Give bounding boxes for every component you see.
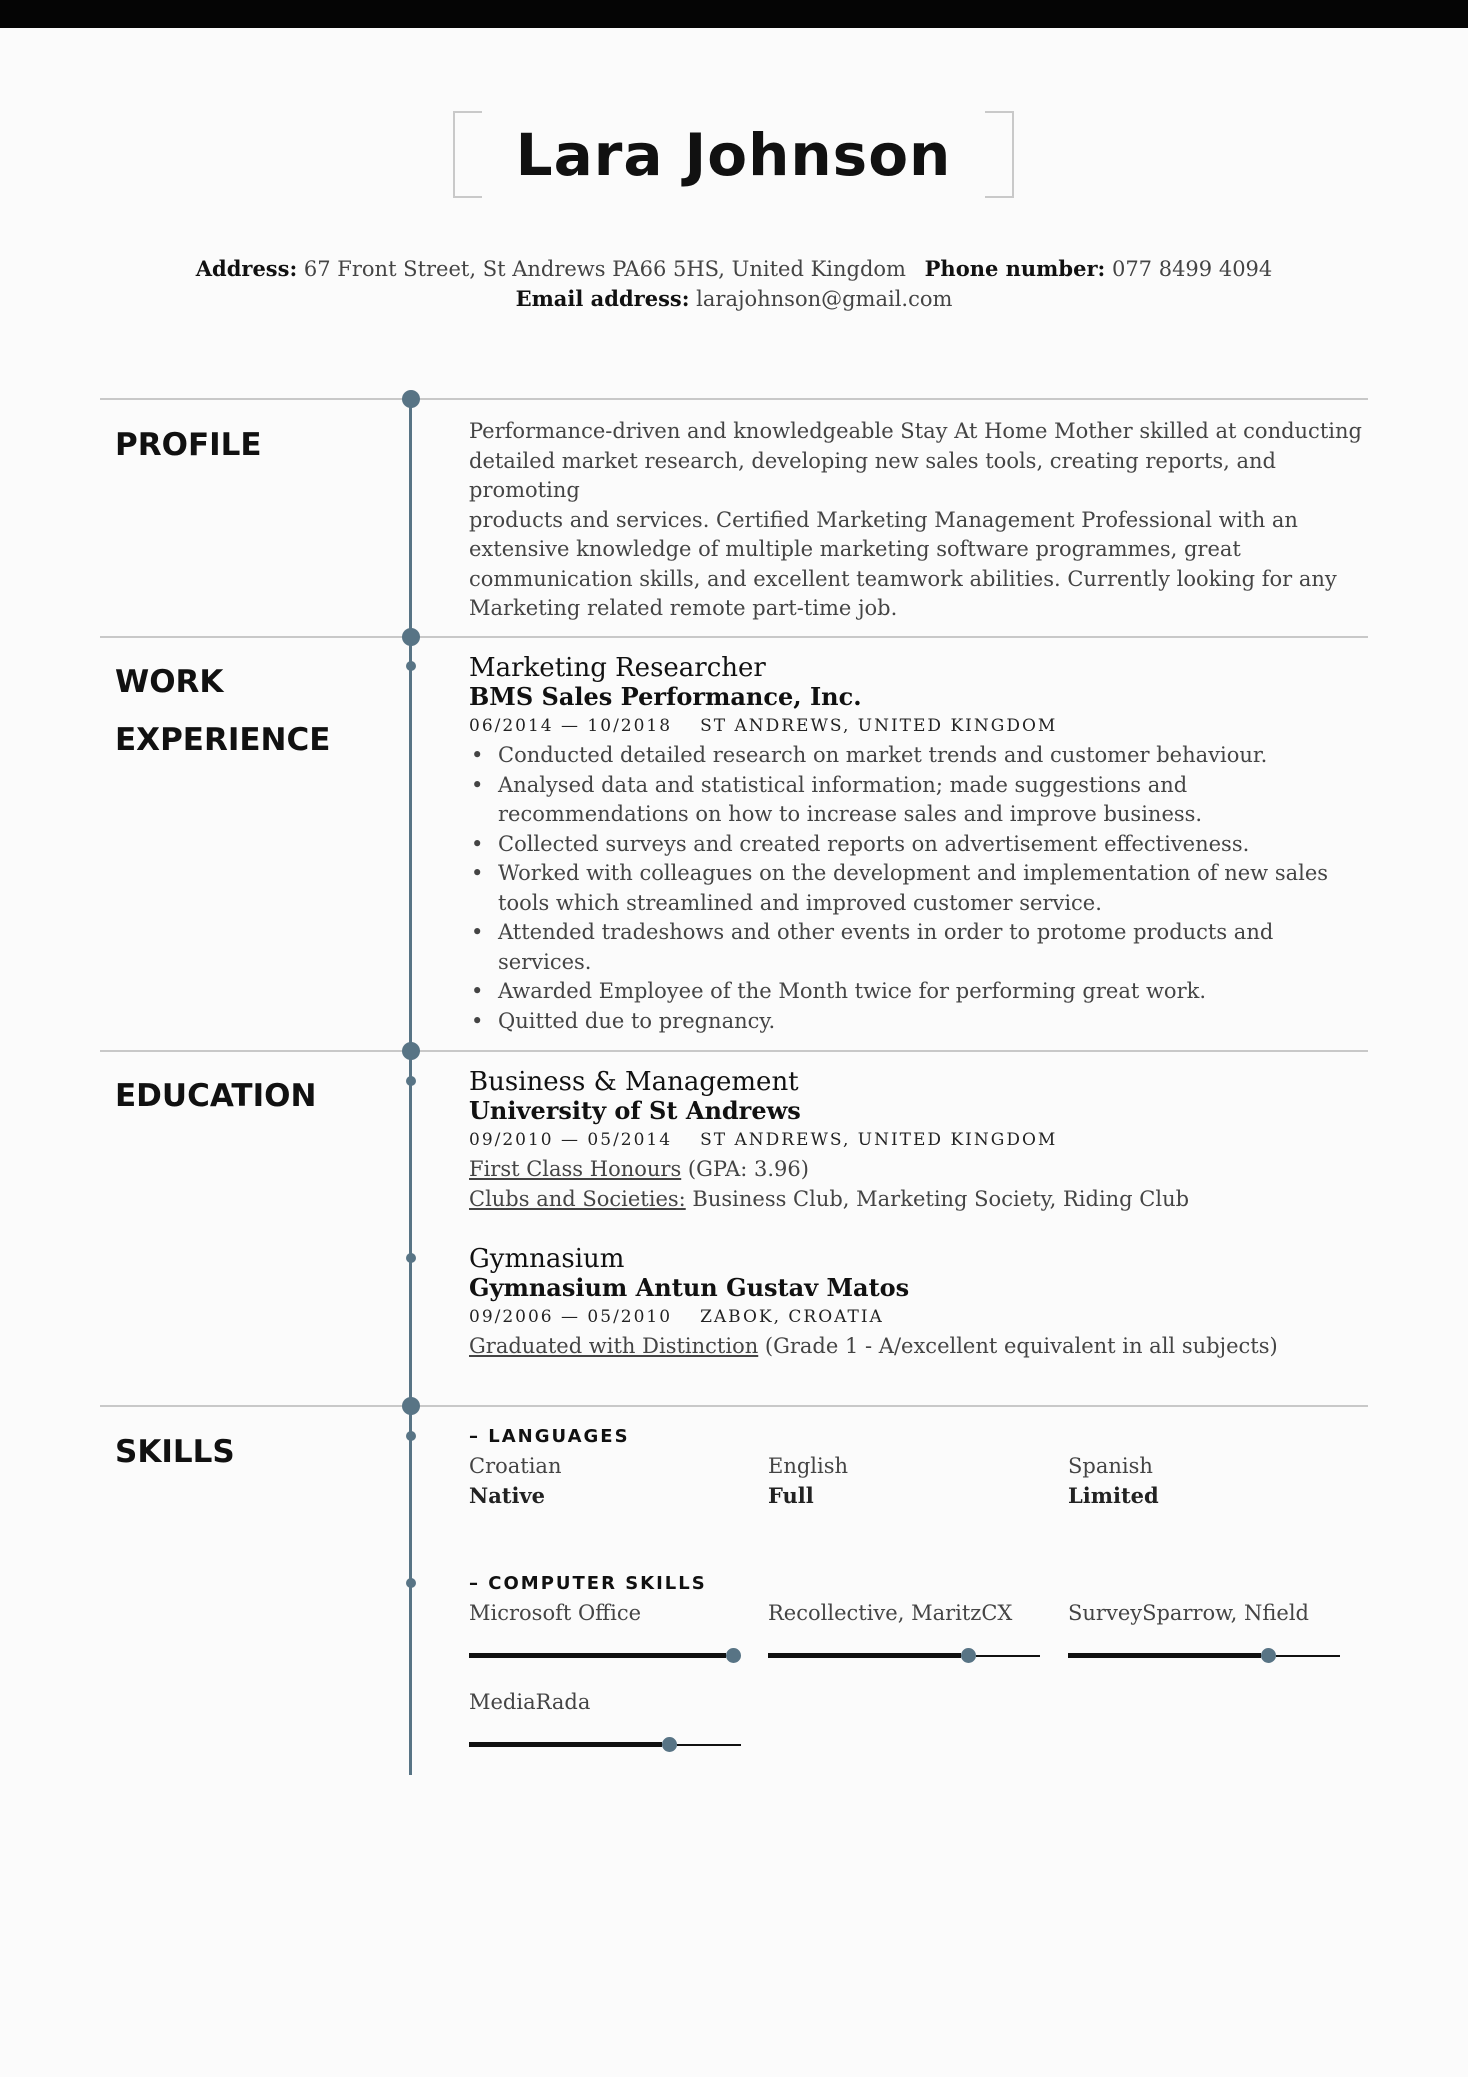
computer-skills-heading: – COMPUTER SKILLS [469,1573,707,1594]
profile-line: detailed market research, developing new sales tools, creating reports, and promoting [469,448,1276,502]
divider-work [100,636,1368,638]
education-detail: Graduated with Distinction (Grade 1 - A/excellent equivalent in all subjects) [469,1334,1278,1358]
timeline-dot-profile [402,390,420,408]
timeline-dot-skills [402,1397,420,1415]
divider-profile [100,398,1368,400]
contact-line-1 [0,256,1468,281]
education-location: ST ANDREWS, UNITED KINGDOM [700,1130,1058,1150]
skill-level-track [677,1744,741,1746]
skill-level-fill [469,1653,726,1658]
list-item: • Attended tradeshows and other events in order to protome products and services. [469,918,1369,977]
candidate-name: Lara Johnson [515,120,952,189]
top-bar [0,0,1468,28]
address-label: Address: [195,256,298,281]
job-meta [469,711,1369,741]
profile-line: extensive knowledge of multiple marketing software programmes, great [469,537,1241,561]
skill-level-bar [469,1648,741,1662]
skill-level-bar [469,1737,741,1751]
language-name: English [768,1454,849,1478]
skill-level-fill [469,1742,662,1747]
list-item: • Quitted due to pregnancy. [469,1007,1369,1037]
honours-link[interactable]: First Class Honours [469,1157,682,1181]
skill-level-knob [726,1648,741,1663]
timeline-line [409,398,412,1775]
language-item [768,1452,1048,1510]
education-meta [469,1302,1369,1332]
timeline-dot-edu-2 [406,1253,416,1263]
education-location: ZABOK, CROATIA [700,1307,884,1327]
section-title-skills: SKILLS [115,1434,235,1470]
skill-item [469,1688,749,1717]
skill-level-knob [662,1737,677,1752]
school-name: Gymnasium Antun Gustav Matos [469,1273,910,1302]
list-item: • Awarded Employee of the Month twice for performing great work. [469,977,1369,1007]
list-item: • Collected surveys and created reports on advertisement effectiveness. [469,830,1369,860]
education-entry-2 [469,1245,1369,1362]
timeline-dot-job [406,661,416,671]
education-dates: 09/2010 — 05/2014 [469,1130,673,1150]
language-level: Native [469,1483,546,1508]
section-title-profile: PROFILE [115,427,262,463]
skill-item [768,1599,1048,1628]
skill-name: SurveySparrow, Nfield [1068,1601,1309,1625]
skill-level-track [976,1655,1040,1657]
education-entry-1 [469,1068,1369,1214]
skill-level-knob [961,1648,976,1663]
email-value: larajohnson@gmail.com [696,287,953,311]
skill-item [1068,1599,1348,1628]
skill-item [469,1599,749,1628]
skill-level-bar [768,1648,1040,1662]
list-item: • Worked with colleagues on the development and implementation of new sales tools which streamlined and improved customer service. [469,859,1369,918]
language-item [469,1452,749,1510]
name-header [453,111,1014,198]
skill-name: Recollective, MaritzCX [768,1601,1013,1625]
skill-level-track [1276,1655,1340,1657]
section-title-education: EDUCATION [115,1078,317,1114]
phone-value: 077 8499 4094 [1111,257,1273,281]
divider-education [100,1050,1368,1052]
education-detail: First Class Honours (GPA: 3.96) [469,1157,809,1181]
profile-line: communication skills, and excellent teamwork abilities. Currently looking for any [469,566,1337,591]
timeline-dot-edu-1 [406,1076,416,1086]
skill-level-fill [768,1653,961,1658]
section-title-work-line2: EXPERIENCE [115,722,331,758]
work-entry [469,654,1369,1036]
language-name: Spanish [1068,1454,1153,1478]
language-level: Limited [1068,1483,1159,1508]
skill-level-fill [1068,1653,1261,1658]
timeline-dot-work [402,628,420,646]
skill-level-bar [1068,1648,1340,1662]
language-item [1068,1452,1348,1510]
list-item: • Conducted detailed research on market trends and customer behaviour. [469,741,1369,771]
job-dates: 06/2014 — 10/2018 [469,716,673,736]
address-value: 67 Front Street, St Andrews PA66 5HS, United Kingdom [303,257,906,281]
profile-line: Performance-driven and knowledgeable Stay At Home Mother skilled at conducting [469,419,1362,443]
job-location: ST ANDREWS, UNITED KINGDOM [700,716,1058,736]
clubs-link[interactable]: Clubs and Societies: [469,1186,686,1211]
job-title: Marketing Researcher [469,653,766,683]
divider-skills [100,1405,1368,1407]
job-employer: BMS Sales Performance, Inc. [469,682,862,711]
education-detail: Clubs and Societies: Business Club, Marketing Society, Riding Club [469,1186,1190,1211]
distinction-link[interactable]: Graduated with Distinction [469,1334,759,1358]
languages-heading: – LANGUAGES [469,1426,630,1447]
language-name: Croatian [469,1454,562,1478]
school-name: University of St Andrews [469,1096,801,1125]
degree-title: Gymnasium [469,1244,625,1274]
contact-line-2 [0,286,1468,311]
profile-summary [469,417,1369,624]
degree-title: Business & Management [469,1067,799,1097]
timeline-dot-education [402,1042,420,1060]
education-meta [469,1125,1369,1155]
profile-line: products and services. Certified Marketing Management Professional with an [469,507,1298,532]
skill-level-knob [1261,1648,1276,1663]
job-bullets [469,741,1369,1036]
skill-name: Microsoft Office [469,1601,642,1625]
section-title-work-line1: WORK [115,664,224,700]
profile-line: Marketing related remote part-time job. [469,596,898,620]
phone-label: Phone number: [924,256,1106,281]
timeline-dot-languages [406,1431,416,1441]
skill-name: MediaRada [469,1690,591,1714]
email-label: Email address: [515,286,690,311]
section-title-work [115,653,330,769]
education-dates: 09/2006 — 05/2010 [469,1307,673,1327]
list-item: • Analysed data and statistical information; made suggestions and recommendations on how to increase sales and improve business. [469,771,1369,830]
language-level: Full [768,1483,814,1508]
timeline-dot-computer [406,1578,416,1588]
